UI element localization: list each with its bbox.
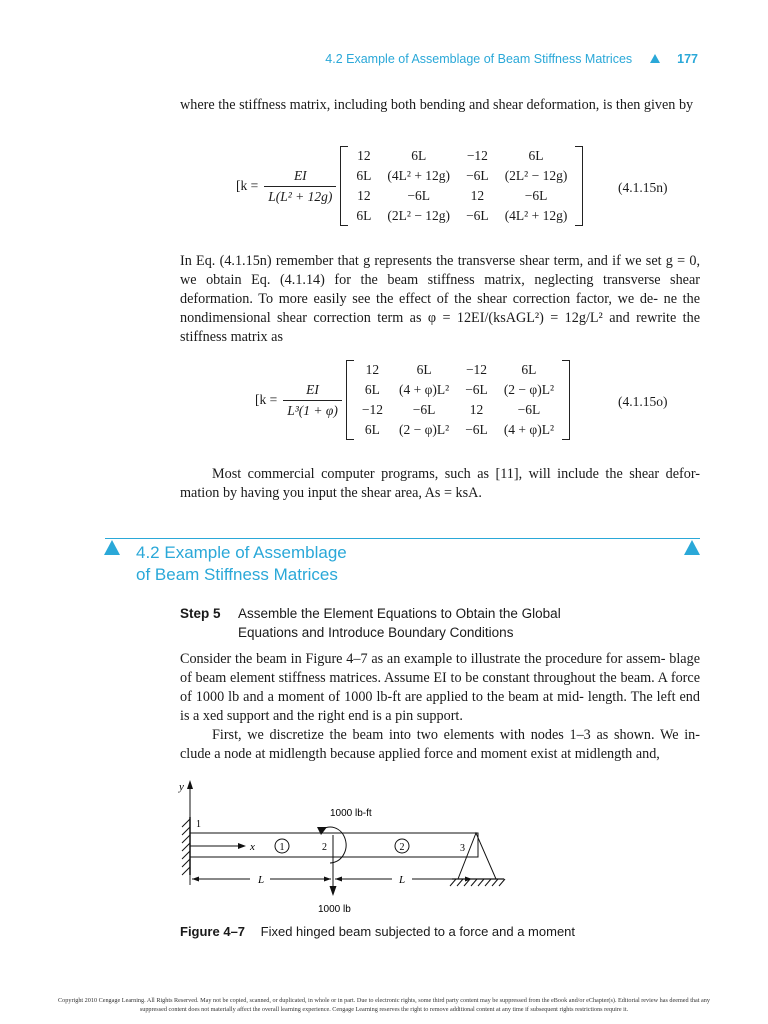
paragraph-3	[180, 465, 700, 503]
section-heading	[136, 542, 347, 586]
matrix-row	[354, 380, 562, 400]
step-line1: Assemble the Element Equations to Obtain the Global	[238, 606, 561, 621]
matrix-cell: −6L	[412, 402, 436, 417]
eq1-fraction	[264, 168, 336, 205]
section-triangle-left-icon	[104, 540, 120, 555]
paragraph-4	[180, 650, 700, 764]
matrix-cell: 6L	[411, 148, 427, 163]
eq1-label: (4.1.15n)	[618, 180, 668, 195]
matrix-cell: 6L	[364, 422, 380, 437]
force-arrow-icon	[330, 886, 337, 896]
running-head	[325, 52, 698, 66]
section-triangle-right-icon	[684, 540, 700, 555]
matrix-cell: −6L	[466, 168, 489, 183]
node-1-label: 1	[196, 819, 201, 830]
ground-hatch	[450, 879, 505, 886]
matrix-cell: 12	[469, 402, 484, 417]
matrix-cell: 12	[357, 188, 371, 203]
para3-text: Most commercial computer programs, such as [11], will include the shear defor- mation by having you input the shear area, As = ksA.	[180, 466, 700, 501]
dim-arrow-icon	[324, 877, 331, 882]
step-heading	[180, 604, 561, 642]
dim-label-1: L	[258, 874, 265, 886]
matrix-row	[354, 420, 562, 440]
matrix-cell: (4 + φ)L²	[503, 422, 555, 437]
matrix-cell: 6L	[416, 362, 432, 377]
matrix-cell: 6L	[528, 148, 544, 163]
pin-support	[458, 833, 496, 879]
force-label: 1000 lb	[318, 904, 351, 915]
moment-arrow-icon	[317, 827, 327, 835]
eq2-right-bracket	[562, 360, 570, 440]
eq1-numerator: EI	[264, 168, 336, 187]
matrix-cell: −6L	[517, 402, 541, 417]
eq2-matrix	[346, 360, 570, 440]
beam-figure	[170, 775, 530, 920]
matrix-cell: (2 − φ)L²	[398, 422, 450, 437]
intro-paragraph	[180, 96, 700, 115]
matrix-cell: 12	[365, 362, 380, 377]
matrix-cell: (2L² − 12g)	[387, 208, 451, 223]
para4-text: Consider the beam in Figure 4–7 as an example to illustrate the procedure for assem- blage of beam element stiffness matrices. Assume EI to be constant throughout the beam. A force of 1000 lb and a moment of 1000 lb-ft are applied to the beam at mid- length. The left end is a xed support and the right end is a pin support.	[180, 651, 700, 724]
matrix-cell: −12	[465, 362, 488, 377]
equation-4-1-15o	[255, 360, 570, 440]
eq2-matrix-table	[354, 360, 562, 440]
matrix-cell: 6L	[364, 382, 380, 397]
paragraph-2	[180, 252, 700, 347]
figure-caption	[180, 924, 575, 939]
moment-label: 1000 lb-ft	[330, 808, 372, 819]
eq2-numerator: EI	[283, 382, 342, 401]
matrix-cell: −6L	[407, 188, 431, 203]
caption-label: Figure 4–7	[180, 924, 246, 939]
wall-hatch	[182, 819, 190, 875]
matrix-cell: −12	[361, 402, 383, 417]
node-3-label: 3	[460, 843, 465, 854]
equation-4-1-15n	[236, 146, 583, 226]
matrix-cell: −6L	[465, 382, 488, 397]
page-number: 177	[677, 52, 698, 66]
step-line2: Equations and Introduce Boundary Conditions	[238, 625, 514, 640]
section-title-line1: 4.2 Example of Assemblage	[136, 543, 347, 562]
matrix-cell: −6L	[524, 188, 548, 203]
x-axis-arrow-icon	[238, 843, 246, 849]
matrix-row	[348, 166, 575, 186]
eq1-matrix-table	[348, 146, 575, 226]
dim-arrow-icon	[335, 877, 342, 882]
node-2-label: 2	[322, 842, 327, 853]
element-1-label: 1	[279, 842, 285, 853]
dim-arrow-icon	[192, 877, 199, 882]
eq1-right-bracket	[575, 146, 583, 226]
matrix-row	[354, 360, 562, 380]
triangle-icon	[650, 54, 660, 63]
beam	[190, 833, 478, 857]
section-title-line2: of Beam Stiffness Matrices	[136, 565, 338, 584]
matrix-cell: (2L² − 12g)	[504, 168, 568, 183]
intro-text: where the stiffness matrix, including both bending and shear deformation, is then given by	[180, 97, 694, 113]
y-axis-arrow-icon	[187, 780, 193, 789]
matrix-cell: (4 + φ)L²	[398, 382, 450, 397]
matrix-row	[348, 206, 575, 226]
matrix-row	[348, 186, 575, 206]
matrix-cell: −6L	[465, 422, 488, 437]
section-rule	[105, 538, 700, 539]
eq2-denominator: L³(1 + φ)	[287, 402, 338, 418]
matrix-cell: (4L² + 12g)	[387, 168, 451, 183]
dimension-lines	[190, 875, 468, 885]
para5-text: First, we discretize the beam into two elements with nodes 1–3 as shown. We in- clude a node at midlength because applied force and moment exist at midlength and,	[180, 727, 700, 762]
element-2-label: 2	[399, 842, 405, 853]
y-axis-label: y	[179, 781, 184, 793]
eq1-lhs: [k =	[236, 178, 259, 193]
matrix-cell: 12	[357, 148, 371, 163]
copyright-notice: Copyright 2010 Cengage Learning. All Rights Reserved. May not be copied, scanned, or duplicated, in whole or in part. Due to electronic rights, some third party content may be suppressed from the eBook and/or eChapter(s). Editorial review has deemed that any suppressed content does not materially affect the overall learning experience. Cengage Learning reserves the right to remove additional content at any time if subsequent rights restrictions require it.	[58, 997, 710, 1013]
matrix-row	[348, 146, 575, 166]
matrix-cell: (4L² + 12g)	[504, 208, 568, 223]
eq2-lhs: [k =	[255, 392, 278, 407]
matrix-row	[354, 400, 562, 420]
eq1-matrix	[340, 146, 583, 226]
matrix-cell: 12	[470, 188, 485, 203]
running-head-title: 4.2 Example of Assemblage of Beam Stiffness Matrices	[325, 52, 633, 66]
para2-text: In Eq. (4.1.15n) remember that g represents the transverse shear term, and if we set g = 0, we obtain Eq. (4.1.14) for the beam stiffness matrix, neglecting transverse shear deformation. To more easily see the effect of the shear correction factor, we de- ne the nondimensional shear correction term as φ = 12EI/(ksAGL²) = 12g/L² and rewrite the stiffness matrix as	[180, 253, 700, 345]
x-axis-label: x	[250, 841, 255, 853]
step-label: Step 5	[180, 606, 221, 621]
matrix-cell: 6L	[356, 168, 372, 183]
matrix-cell: (2 − φ)L²	[503, 382, 555, 397]
matrix-cell: −12	[466, 148, 488, 163]
eq2-fraction	[283, 382, 342, 419]
matrix-cell: 6L	[521, 362, 537, 377]
matrix-cell: 6L	[356, 208, 372, 223]
matrix-cell: −6L	[466, 208, 489, 223]
caption-text: Fixed hinged beam subjected to a force and a moment	[260, 924, 576, 939]
eq1-left-bracket	[340, 146, 348, 226]
eq2-label: (4.1.15o)	[618, 394, 668, 409]
dim-label-2: L	[399, 874, 406, 886]
eq1-denominator: L(L² + 12g)	[268, 188, 333, 204]
eq2-left-bracket	[346, 360, 354, 440]
